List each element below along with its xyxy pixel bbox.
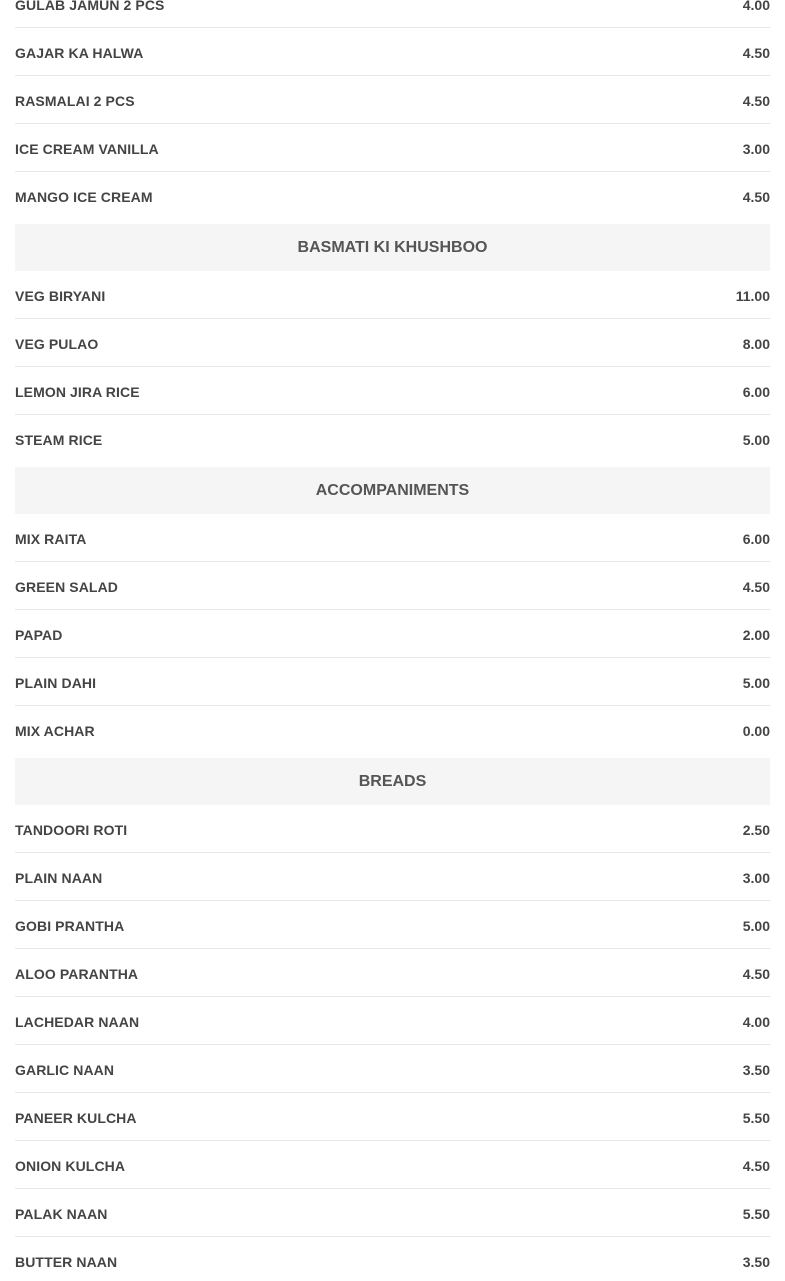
menu-item[interactable] <box>15 997 770 1045</box>
menu-item-price: 3.50 <box>742 1062 770 1078</box>
menu-item-price: 5.00 <box>742 675 770 691</box>
menu-item-name: GARLIC NAAN <box>15 1062 115 1078</box>
section-title: BREADS <box>15 758 770 805</box>
menu-item-price: 3.50 <box>742 1254 770 1270</box>
menu-item-name: VEG PULAO <box>15 336 99 352</box>
menu-item[interactable] <box>15 562 770 610</box>
menu-item-name: MANGO ICE CREAM <box>15 189 153 205</box>
menu-item-name: LEMON JIRA RICE <box>15 384 140 400</box>
menu-item-name: GOBI PRANTHA <box>15 918 125 934</box>
menu-item-name: GAJAR KA HALWA <box>15 45 144 61</box>
menu-item-price: 3.00 <box>742 870 770 886</box>
menu-section-basmati <box>15 224 770 463</box>
menu-item[interactable] <box>15 901 770 949</box>
menu-item-price: 5.00 <box>742 918 770 934</box>
menu-item-price: 6.00 <box>742 384 770 400</box>
menu-item-name: RASMALAI 2 PCS <box>15 93 135 109</box>
menu-section-desserts <box>15 0 770 220</box>
menu-item-price: 4.50 <box>742 579 770 595</box>
menu-item-price: 4.50 <box>742 189 770 205</box>
menu-item-name: GREEN SALAD <box>15 579 118 595</box>
menu-item-name: MIX ACHAR <box>15 723 95 739</box>
menu-item[interactable] <box>15 1093 770 1141</box>
menu-item-price: 4.50 <box>742 45 770 61</box>
menu-item-name: PANEER KULCHA <box>15 1110 137 1126</box>
menu-item[interactable] <box>15 367 770 415</box>
menu-item-name: GULAB JAMUN 2 PCS <box>15 0 165 13</box>
menu-item[interactable] <box>15 0 770 28</box>
menu-item-price: 4.50 <box>742 966 770 982</box>
menu-item-price: 5.50 <box>742 1110 770 1126</box>
menu-list <box>15 0 770 1281</box>
menu-item-name: ALOO PARANTHA <box>15 966 139 982</box>
menu-item[interactable] <box>15 805 770 853</box>
menu-item[interactable] <box>15 949 770 997</box>
menu-item-price: 11.00 <box>735 288 770 304</box>
menu-item[interactable] <box>15 1045 770 1093</box>
menu-item[interactable] <box>15 1141 770 1189</box>
menu-item-name: ONION KULCHA <box>15 1158 126 1174</box>
menu-item-price: 6.00 <box>742 531 770 547</box>
menu-item-price: 2.50 <box>742 822 770 838</box>
section-title: BASMATI KI KHUSHBOO <box>15 224 770 271</box>
menu-item[interactable] <box>15 271 770 319</box>
menu-item-name: PLAIN DAHI <box>15 675 97 691</box>
menu-item-name: TANDOORI ROTI <box>15 822 128 838</box>
menu-item-price: 8.00 <box>742 336 770 352</box>
menu-item-name: MIX RAITA <box>15 531 87 547</box>
menu-item[interactable] <box>15 124 770 172</box>
menu-item[interactable] <box>15 1189 770 1237</box>
section-title: ACCOMPANIMENTS <box>15 467 770 514</box>
menu-item[interactable] <box>15 610 770 658</box>
menu-item-price: 5.50 <box>742 1206 770 1222</box>
menu-item-price: 4.50 <box>742 1158 770 1174</box>
menu-item-name: PALAK NAAN <box>15 1206 108 1222</box>
menu-item[interactable] <box>15 28 770 76</box>
menu-section-accompaniments <box>15 467 770 754</box>
menu-item[interactable] <box>15 319 770 367</box>
menu-item-price: 4.00 <box>742 0 770 13</box>
menu-item-name: BUTTER NAAN <box>15 1254 118 1270</box>
menu-item[interactable] <box>15 853 770 901</box>
menu-item-price: 0.00 <box>742 723 770 739</box>
menu-item[interactable] <box>15 658 770 706</box>
menu-item[interactable] <box>15 415 770 463</box>
menu-item[interactable] <box>15 514 770 562</box>
menu-item[interactable] <box>15 76 770 124</box>
menu-section-breads <box>15 758 770 1281</box>
menu-item-name: LACHEDAR NAAN <box>15 1014 140 1030</box>
menu-item[interactable] <box>15 706 770 754</box>
menu-item-name: VEG BIRYANI <box>15 288 106 304</box>
menu-item-name: PLAIN NAAN <box>15 870 103 886</box>
menu-item-name: PAPAD <box>15 627 63 643</box>
menu-item-price: 2.00 <box>742 627 770 643</box>
menu-item-name: STEAM RICE <box>15 432 103 448</box>
menu-item-price: 4.50 <box>742 93 770 109</box>
menu-item[interactable] <box>15 1237 770 1281</box>
menu-item-price: 5.00 <box>742 432 770 448</box>
menu-item-name: ICE CREAM VANILLA <box>15 141 159 157</box>
menu-item[interactable] <box>15 172 770 220</box>
menu-item-price: 4.00 <box>742 1014 770 1030</box>
menu-item-price: 3.00 <box>742 141 770 157</box>
